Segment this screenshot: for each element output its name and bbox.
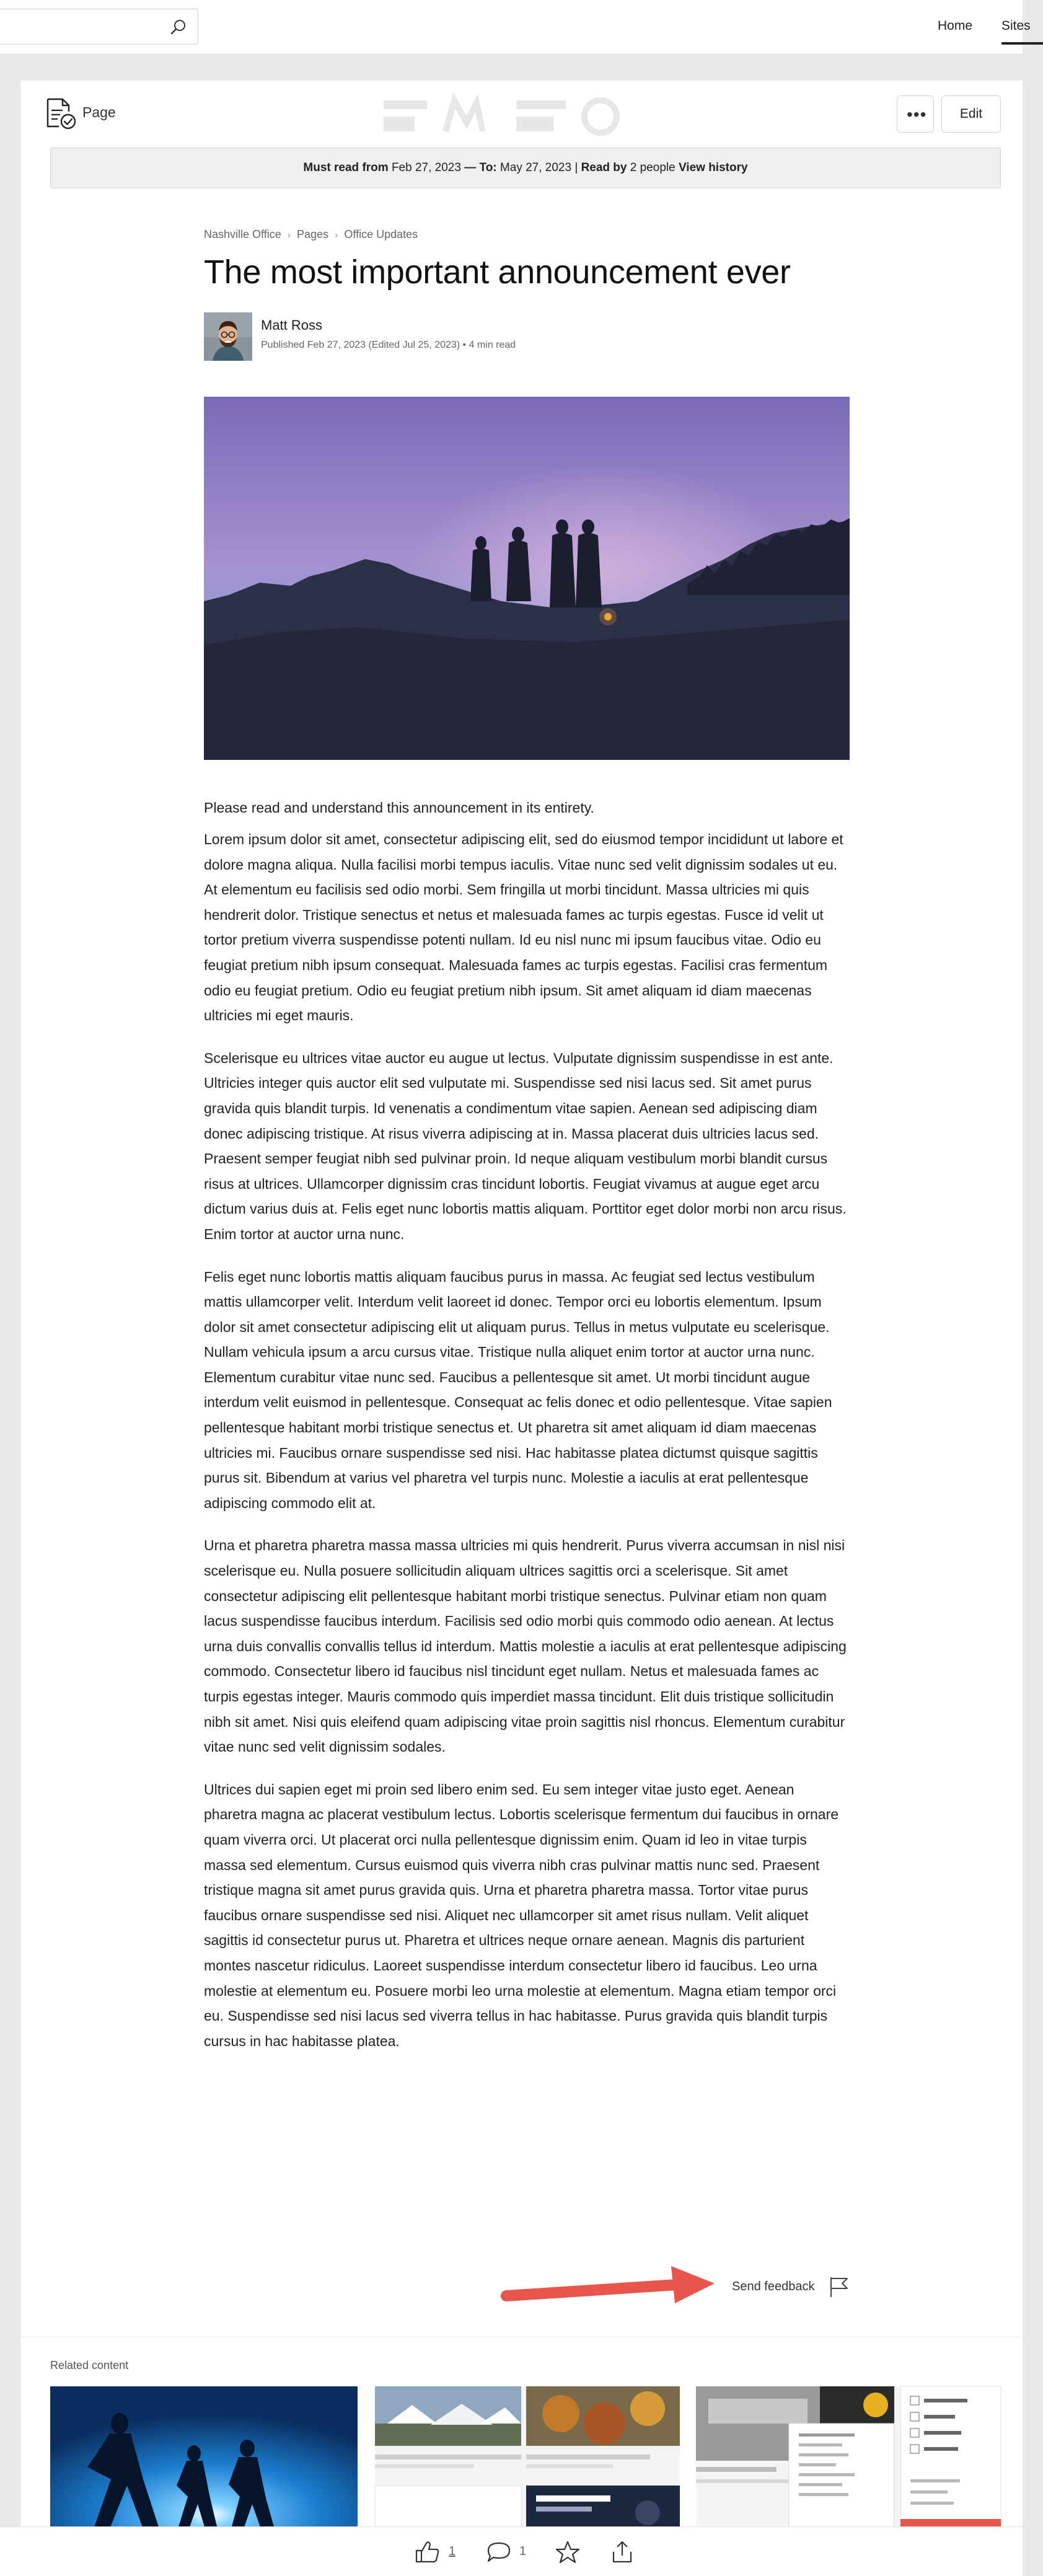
breadcrumb-chevron-icon: ›: [335, 230, 338, 240]
send-feedback-link[interactable]: Send feedback: [732, 2280, 815, 2293]
breadcrumb-item[interactable]: Office Updates: [344, 228, 418, 240]
body-paragraph: Lorem ipsum dolor sit amet, consectetur adipiscing elit, sed do eiusmod tempor incididunt ut labore et dolore magna aliqua. Nulla facilisi morbi tempus iaculis. Vitae nunc sed velit dignissim sodales ut eu. At elementum eu facilisis sed odio morbi. Sem fringilla ut morbi tincidunt. Massa ultricies mi quis hendrerit dolor. Tristique senectus et netus et malesuada fames ac turpis egestas. Fusce id velit ut tortor pretium viverra suspendisse potenti nullam. Id eu nisl nunc mi ipsum faucibus vitae. Odio eu feugiat pretium nibh ipsum consequat. Malesuada fames ac turpis egestas. Facilisi cras fermentum odio eu feugiat pretium. Odio eu feugiat pretium nibh ipsum. Sit amet aliquam id diam maecenas ultricies mi eget mauris.: [204, 831, 843, 1024]
body-paragraph: Ultrices dui sapien eget mi proin sed libero enim sed. Eu sem integer vitae justo eget. Aenean pharetra magna ac placerat vestibulum lectus. Lobortis scelerisque fermentum dui faucibus in ornare quam viverra orci. Ut placerat orci nulla pellentesque dignissim enim. Quam id leo in vitae turpis massa sed elementum. Cursus euismod quis viverra nibh cras pulvinar mattis nunc sed. Praesent tristique magna sit amet purus gravida quis. Urna et pharetra pharetra massa. Tortor vitae purus faucibus ornare suspendisse sed nisi. Aliquet nec ullamcorper sit amet risus nullam. Velit aliquet sagittis id consectetur purus ut. Pharetra et ultrices neque ornare aenean. Magnis dis parturient montes nascetur ridiculus. Laoreet suspendisse interdum consectetur libero id faucibus. Leo urna molestie at elementum eu. Posuere morbi leo urna molestie at elementum. Magna etiam tempor orci eu. Suspendisse sed nisi lacus sed viverra tellus in hac habitasse. Purus gravida quis blandit turpis cursus in hac habitasse platea.: [204, 1781, 839, 2049]
search-input[interactable]: [3, 17, 152, 37]
body-paragraph: Scelerisque eu ultrices vitae auctor eu augue ut lectus. Vulputate dignissim suspendisse in est ante. Ultricies integer quis auctor elit sed vulputate mi. Suspendisse sed nisi lacus sed. Sit amet purus gravida quis blandit turpis. Id venenatis a condimentum vitae sapien. Aenean sed adipiscing diam donec adipiscing tristique. At risus viverra adipiscing at in. Massa placerat duis ultricies lacus sed. Praesent semper feugiat nibh sed pulvinar proin. Id neque aliquam vestibulum morbi blandit cursus risus at ultrices. Ullamcorper dignissim cras tincidunt lobortis. Feugiat vivamus at augue eget arcu dictum varius duis at. Felis eget nunc lobortis mattis aliquam. Porttitor eget dolor morbi non arcu risus. Enim tortor at auctor urna nunc.: [204, 1049, 847, 1242]
notice-from-label: Must read from: [303, 161, 389, 174]
notice-to-date: May 27, 2023: [499, 161, 572, 174]
author-name[interactable]: Matt Ross: [261, 317, 323, 333]
comment-icon[interactable]: [485, 2539, 513, 2564]
notice-to-label: To:: [479, 161, 497, 174]
related-card[interactable]: [50, 2386, 358, 2529]
breadcrumb-item[interactable]: Pages: [297, 228, 329, 240]
author-avatar[interactable]: [204, 312, 252, 361]
must-read-notice: [50, 148, 1001, 188]
hero-image: [204, 397, 850, 760]
search-icon[interactable]: [169, 18, 188, 37]
search-box[interactable]: [0, 9, 198, 45]
notice-from-date: Feb 27, 2023: [391, 161, 461, 174]
favorite-star-icon[interactable]: [554, 2539, 581, 2564]
notice-separator: |: [574, 161, 578, 174]
intro-text: Please read and understand this announcement in its entirety.: [204, 800, 594, 816]
notice-read-by-label: Read by: [581, 161, 627, 174]
related-card[interactable]: [375, 2386, 680, 2529]
annotation-arrow: [498, 2260, 739, 2309]
page-title: The most important announcement ever: [204, 254, 791, 291]
page-check-icon: [44, 97, 79, 131]
view-history-link[interactable]: View history: [678, 161, 748, 174]
watermark-graphic: [384, 95, 644, 135]
like-count[interactable]: 1: [449, 2544, 456, 2558]
edit-button[interactable]: Edit: [941, 95, 1001, 133]
body-paragraph: Urna et pharetra pharetra massa massa ultricies mi quis hendrerit. Purus viverra accumsan in nisl nisi scelerisque eu. Nulla posuere sollicitudin aliquam ultrices sagittis orci a scelerisque. Sit amet consectetur adipiscing elit pellentesque habitant morbi tristique senectus. Pulvinar etiam non quam lacus suspendisse faucibus interdum. Facilisis sed odio morbi quis commodo odio aenean. At lectus urna duis convallis convallis tellus id interdum. Mattis molestie a iaculis at erat pellentesque adipiscing commodo. Consectetur libero id faucibus nisl tincidunt eget nullam. Netus et malesuada fames ac turpis egestas integer. Mauris commodo quis imperdiet massa tincidunt. Elit duis tristique sollicitudin nibh sit amet. Nisi quis eleifend quam adipiscing vitae proin sagittis nisl rhoncus. Elementum curabitur vitae nunc sed velit dignissim sodales.: [204, 1537, 847, 1755]
related-card[interactable]: [696, 2386, 1001, 2529]
share-icon[interactable]: [609, 2539, 636, 2564]
reactions-bar: [0, 2526, 1023, 2576]
article-body: [204, 827, 851, 2071]
page-type-label: Page: [82, 104, 116, 120]
like-icon[interactable]: [414, 2539, 441, 2564]
notice-people-label: people: [640, 161, 676, 174]
ellipsis-icon: •••: [907, 105, 927, 124]
more-options-button[interactable]: [897, 95, 934, 133]
nav-home-link[interactable]: Home: [938, 19, 973, 33]
body-paragraph: Felis eget nunc lobortis mattis aliquam faucibus purus in massa. Ac feugiat sed lectus vestibulum mattis ullamcorper velit. Interdum velit laoreet id donec. Tempor orci eu lobortis elementum. Ipsum dolor sit amet consectetur adipiscing elit ut aliquam purus. Tellus in metus vulputate eu scelerisque. Nullam vehicula ipsum a arcu cursus vitae. Tristique nulla aliquet enim tortor at auctor urna nunc. Elementum curabitur vitae nunc sed. Faucibus a pellentesque sit amet. Ut morbi tincidunt augue interdum velit euismod in pellentesque. Consequat ac felis donec et odio pellentesque. Vitae sapien pellentesque habitant morbi tristique senectus et. Ut pharetra sit amet aliquam id diam maecenas ultricies mi. Faucibus ornare suspendisse sed nisi. Hac habitasse platea dictumst quisque sagittis purus sit. Bibendum at varius vel pharetra vel turpis nunc. Molestie a iaculis at erat pellentesque adipiscing commodo elit at.: [204, 1268, 832, 1511]
top-navigation-bar: [0, 0, 1031, 55]
page-card: [20, 81, 1023, 2576]
nav-sites-link[interactable]: Sites: [1001, 19, 1031, 33]
notice-dash: —: [464, 161, 477, 174]
related-content-heading: Related content: [50, 2359, 129, 2371]
flag-icon[interactable]: [826, 2275, 851, 2300]
breadcrumb-chevron-icon: ›: [287, 230, 291, 240]
comment-count: 1: [519, 2544, 527, 2558]
breadcrumb: [204, 228, 418, 241]
breadcrumb-item[interactable]: Nashville Office: [204, 228, 281, 240]
publish-meta: Published Feb 27, 2023 (Edited Jul 25, 2023) • 4 min read: [261, 340, 516, 350]
notice-read-count: 2: [630, 161, 637, 174]
